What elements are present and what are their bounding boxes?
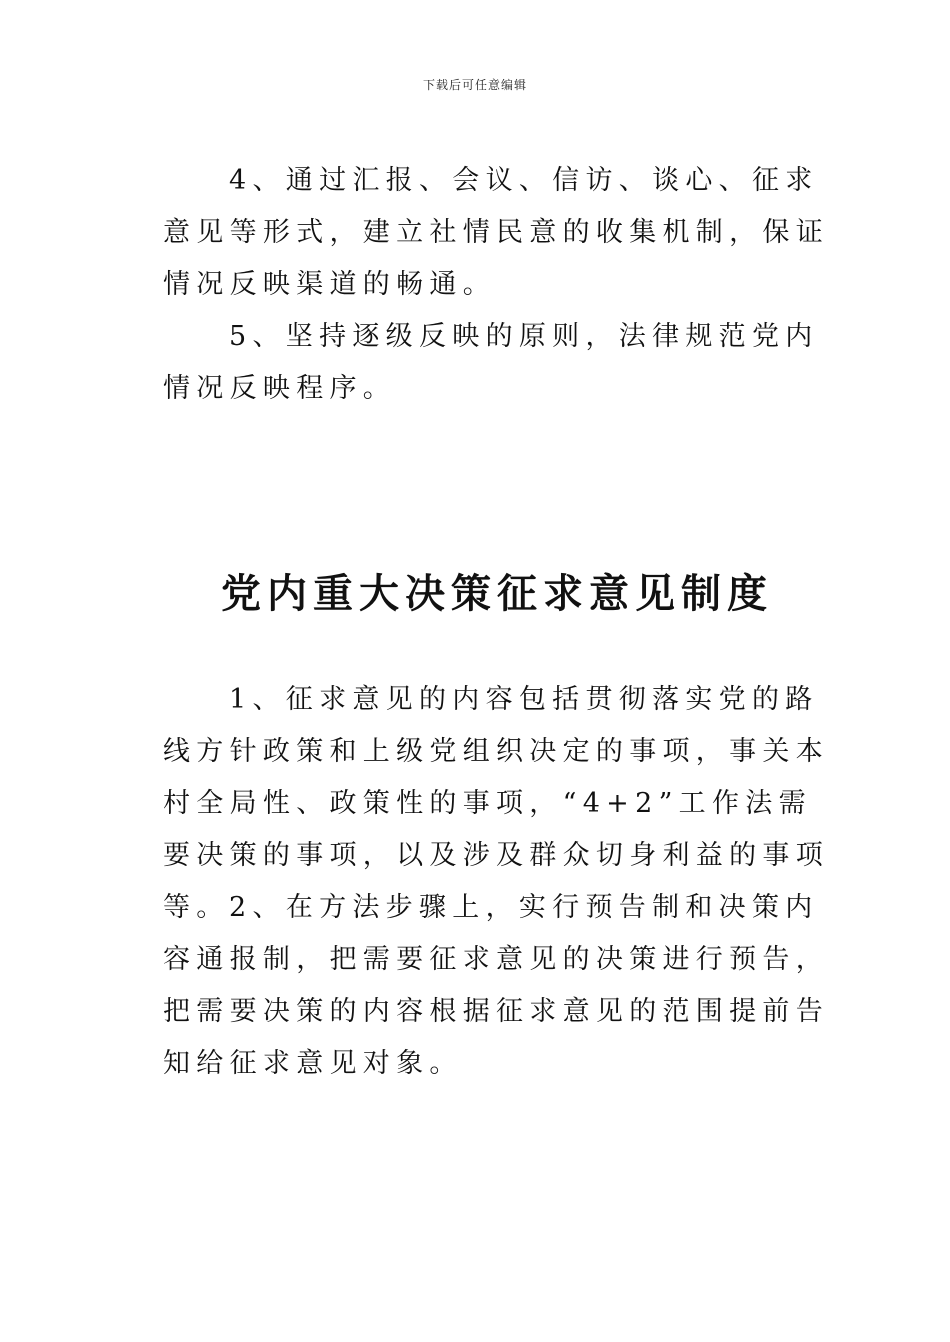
paragraph-item-2: 2、在方法步骤上，实行预告制和决策内容通报制，把需要征求意见的决策进行预告，把需要决策的内容根据征求意见的范围提前告知给征求意见对象。 bbox=[163, 892, 829, 1079]
paragraph-item-5: 5、坚持逐级反映的原则，法律规范党内情况反映程序。 bbox=[163, 321, 819, 404]
paragraph-item-4: 4、通过汇报、会议、信访、谈心、征求意见等形式，建立社情民意的收集机制，保证情况反映渠道的畅通。 bbox=[163, 165, 829, 300]
paragraph-item-1: 1、征求意见的内容包括贯彻落实党的路线方针政策和上级党组织决定的事项，事关本村全局性、政策性的事项，“4+2”工作法需要决策的事项，以及涉及群众切身利益的事项等。 bbox=[163, 684, 829, 923]
section-title: 党内重大决策征求意见制度 bbox=[221, 570, 773, 617]
page-header-note: 下载后可任意编辑 bbox=[422, 78, 527, 92]
